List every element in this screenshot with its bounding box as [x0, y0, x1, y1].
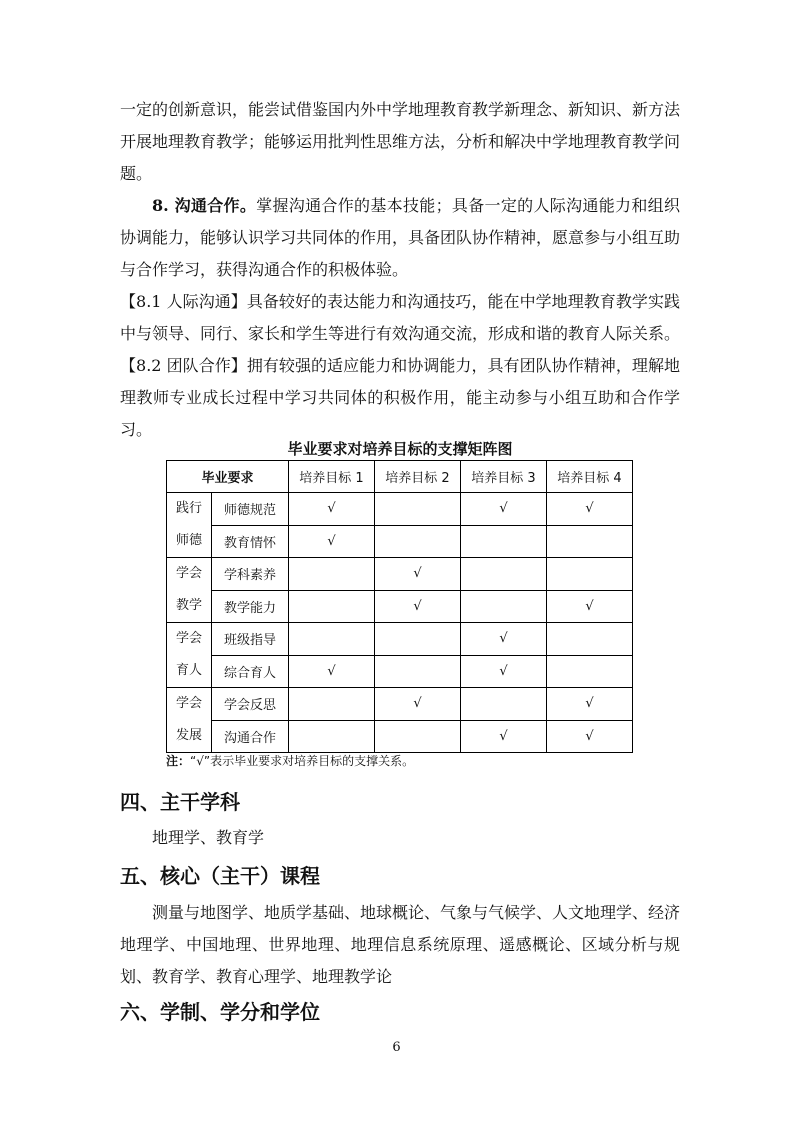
header-goal-4: 培养目标 4 [547, 461, 633, 493]
mark-cell [375, 493, 461, 526]
section-heading-duration-credits-degree: 六、学制、学分和学位 [120, 1000, 320, 1024]
section-heading-major-disciplines: 四、主干学科 [120, 790, 240, 814]
mark-cell [375, 655, 461, 688]
table-row [167, 688, 633, 721]
mark-cell [547, 558, 633, 591]
header-goal-1: 培养目标 1 [289, 461, 375, 493]
table-row [167, 558, 633, 591]
table-row [167, 720, 633, 753]
mark-cell [375, 525, 461, 558]
table-note [166, 752, 414, 769]
mark-cell: √ [461, 720, 547, 753]
mark-cell [289, 623, 375, 656]
paragraph-interpersonal: 【8.1 人际沟通】具备较好的表达能力和沟通技巧，能在中学地理教育教学实践中与领导、同行、家长和学生等进行有效沟通交流，形成和谐的教育人际关系。 [120, 292, 681, 343]
mark-cell [547, 623, 633, 656]
mark-cell: √ [547, 590, 633, 623]
mark-cell: √ [289, 525, 375, 558]
section-heading-core-courses: 五、核心（主干）课程 [120, 864, 320, 888]
header-goal-2: 培养目标 2 [375, 461, 461, 493]
table-row [167, 493, 633, 526]
note-label: 注： [166, 754, 191, 768]
mark-cell [375, 623, 461, 656]
mark-cell [547, 525, 633, 558]
mark-cell [461, 590, 547, 623]
mark-cell [289, 558, 375, 591]
mark-cell: √ [289, 493, 375, 526]
note-text: “√”表示毕业要求对培养目标的支撑关系。 [190, 754, 415, 768]
requirement-item: 学会反思 [212, 688, 289, 721]
requirement-item: 班级指导 [212, 623, 289, 656]
paragraph-communication-title: 8. 沟通合作。 [152, 196, 257, 215]
paragraph-communication-body: 掌握沟通合作的基本技能；具备一定的人际沟通能力和组织协调能力，能够认识学习共同体的作用，具备团队协作精神，愿意参与小组互助与合作学习，获得沟通合作的积极体验。 [120, 196, 681, 279]
group-label: 学会 发展 [167, 688, 212, 753]
mark-cell: √ [547, 688, 633, 721]
paragraph-core-courses: 测量与地图学、地质学基础、地球概论、气象与气候学、人文地理学、经济地理学、中国地理、世界地理、地理信息系统原理、遥感概论、区域分析与规划、教育学、教育心理学、地理教学论 [120, 903, 681, 986]
requirement-item: 沟通合作 [212, 720, 289, 753]
group-label: 学会 育人 [167, 623, 212, 688]
table-row [167, 525, 633, 558]
mark-cell: √ [461, 623, 547, 656]
paragraph-teamwork: 【8.2 团队合作】拥有较强的适应能力和协调能力，具有团队协作精神，理解地理教师专业成长过程中学习共同体的积极作用，能主动参与小组互助和合作学习。 [120, 356, 680, 439]
mark-cell: √ [375, 688, 461, 721]
header-goal-3: 培养目标 3 [461, 461, 547, 493]
mark-cell: √ [375, 590, 461, 623]
header-graduation-requirements: 毕业要求 [167, 461, 289, 493]
mark-cell [461, 525, 547, 558]
mark-cell: √ [461, 655, 547, 688]
requirement-item: 综合育人 [212, 655, 289, 688]
group-label: 学会 教学 [167, 558, 212, 623]
paragraph-innovation-continued: 一定的创新意识，能尝试借鉴国内外中学地理教育教学新理念、新知识、新方法开展地理教育教学；能够运用批判性思维方法，分析和解决中学地理教育教学问题。 [120, 100, 681, 183]
mark-cell [289, 688, 375, 721]
table-header-row [167, 461, 633, 493]
mark-cell: √ [461, 493, 547, 526]
requirement-item: 师德规范 [212, 493, 289, 526]
mark-cell [375, 720, 461, 753]
page-number: 6 [392, 1040, 401, 1055]
table-row [167, 655, 633, 688]
requirement-item: 教学能力 [212, 590, 289, 623]
group-label: 践行 师德 [167, 493, 212, 558]
paragraph-communication [120, 190, 680, 286]
requirement-item: 教育情怀 [212, 525, 289, 558]
mark-cell [289, 590, 375, 623]
support-matrix-table [166, 460, 633, 753]
mark-cell: √ [289, 655, 375, 688]
mark-cell: √ [547, 493, 633, 526]
table-row [167, 623, 633, 656]
mark-cell: √ [547, 720, 633, 753]
mark-cell [461, 688, 547, 721]
requirement-item: 学科素养 [212, 558, 289, 591]
table-row [167, 590, 633, 623]
mark-cell [547, 655, 633, 688]
mark-cell [289, 720, 375, 753]
mark-cell: √ [375, 558, 461, 591]
table-caption: 毕业要求对培养目标的支撑矩阵图 [287, 440, 513, 458]
mark-cell [461, 558, 547, 591]
paragraph-major-disciplines: 地理学、教育学 [152, 828, 265, 847]
